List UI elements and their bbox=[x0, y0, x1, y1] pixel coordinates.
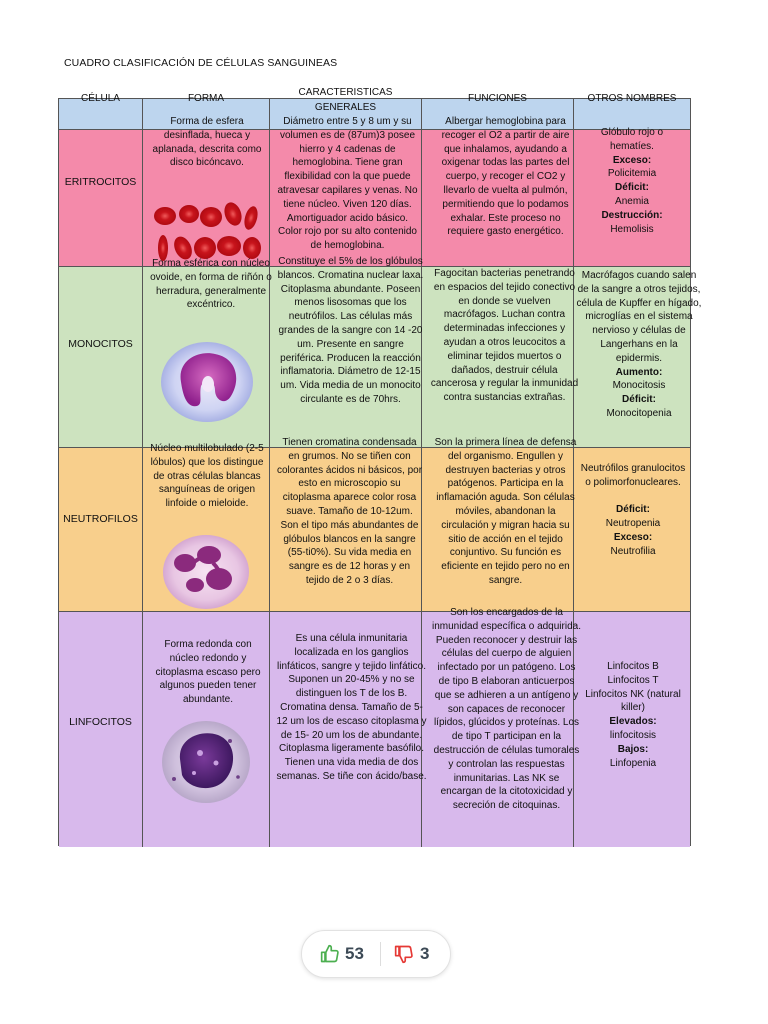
cell-funciones bbox=[422, 267, 579, 447]
otros-line-bold: Elevados: bbox=[609, 716, 657, 728]
otros-line: Glóbulo rojo o hematíes. bbox=[600, 127, 664, 152]
cell-name-text: MONOCITOS bbox=[68, 338, 133, 350]
otros-line-bold: Déficit: bbox=[615, 182, 649, 194]
otros-line: Anemia bbox=[615, 195, 649, 207]
otros-line: Macrófagos cuando salen de la sangre a otros tejidos, célula de Kupffer en hígado, microglías en el sistema nervioso y células de Langerhans en la epidermis. bbox=[576, 270, 702, 364]
forma-text: Forma redonda con núcleo redondo y citoplasma escaso pero algunos pueden tener abundante. bbox=[155, 639, 261, 706]
table-row-monocitos bbox=[59, 256, 702, 448]
otros-line-bold: Déficit: bbox=[616, 504, 650, 516]
funciones-text: Albergar hemoglobina para recoger el O2 a partir de aire que inhalamos, ayudando a oxigenar todas las partes del cuerpo, y recoger el CO2 y llevarlo de vuelta al pulmón, permitiendo que lo podamos exhalar. Este proceso no requiere gasto energético. bbox=[441, 116, 570, 238]
caracteristicas-text: Tienen cromatina condensada en grumos. No se tiñen con colorantes ácidos ni básicos, por esto en microscopio su citoplasma aparece color rosa suave. Tamaño de 10-12um. Son el tipo más abundantes de glóbulos blancos en la sangre (55-ti0%). Su vida media en sangre es de 12 horas y en tejido de 2 o 3 días. bbox=[276, 437, 423, 586]
otros-line: Linfopenia bbox=[609, 757, 657, 769]
otros-line: Linfocitos T bbox=[607, 674, 659, 686]
cell-otros bbox=[574, 127, 690, 266]
header-celula: CÉLULA bbox=[81, 93, 120, 104]
table-row-neutrofilos bbox=[59, 437, 690, 612]
cell-funciones bbox=[422, 437, 577, 611]
otros-line: Policitemia bbox=[607, 168, 657, 180]
otros-line-bold: Aumento: bbox=[615, 366, 663, 378]
otros-list bbox=[576, 269, 702, 421]
otros-line: Monocitosis bbox=[612, 380, 666, 392]
header-otros-nombres: OTROS NOMBRES bbox=[587, 93, 677, 104]
funciones-text: Son la primera línea de defensa del organismo. Engullen y destruyen bacterias y otros patógenos. Participa en la inflamación aguda. Son células móviles, abandonan la circulación y migran hacia su sitio de acción en el tejido conjuntivo. Su función es eficiente en tejido pero no en sangre. bbox=[434, 437, 577, 586]
otros-list bbox=[580, 126, 684, 236]
thumbs-up-icon bbox=[320, 944, 340, 964]
cell-funciones bbox=[422, 607, 581, 847]
cell-name-text: LINFOCITOS bbox=[69, 716, 132, 728]
caracteristicas-text: Es una célula inmunitaria localizada en los ganglios linfáticos, sangre y tejido linfático. Suponen un 20-45% y no se distinguen los T de los B. Cromatina densa. Tamaño de 5- 12 um los de escaso citoplasma y de 15- 20 um los de abundante. Citoplasma ligeramente basófilo. Tienen una vida media de dos semanas. Se tiñe con ácido/base. bbox=[276, 633, 427, 782]
header-caracteristicas: CARACTERISTICAS GENERALES bbox=[298, 87, 393, 113]
dislike-button[interactable] bbox=[381, 931, 450, 977]
neutrophil-image bbox=[161, 533, 251, 611]
lymphocyte-image bbox=[160, 719, 252, 805]
otros-line: linfocitosis bbox=[609, 729, 657, 741]
otros-spacer bbox=[580, 490, 686, 504]
caracteristicas-text: Constituye el 5% de los glóbulos blancos. Cromatina nuclear laxa. Citoplasma abundante. Poseen menos lisosomas que los neutrófilos. Las células más grandes de la sangre con 14 -20 um. Presente en sangre periférica. Producen la reacción inflamatoria. Diámetro de 12-15 um. Vida media de un monocito circulante es de 70hrs. bbox=[277, 256, 424, 405]
table-row-eritrocitos bbox=[59, 116, 690, 267]
forma-text: Forma de esfera desinflada, hueca y aplanada, descrita como disco bicóncavo. bbox=[152, 116, 262, 169]
funciones-text: Son los encargados de la inmunidad específica o adquirida. Pueden reconocer y destruir las células del cuerpo de alguien infectado por un patógeno. Los de tipo B elaboran anticuerpos que se adhieren a un antígeno y son capaces de reconocer lípidos, glúcidos y proteínas. Los de tipo T participan en la destrucción de células tumorales y controlan las respuestas inmunitarias. Las NK se encargan de la citotoxicidad y secreción de citoquinas. bbox=[432, 607, 581, 812]
header-cell bbox=[574, 93, 690, 129]
cell-otros bbox=[574, 612, 690, 847]
cell-name-text: ERITROCITOS bbox=[64, 176, 137, 188]
feedback-widget bbox=[301, 930, 451, 978]
erythrocytes-image bbox=[153, 202, 263, 264]
cell-forma bbox=[143, 612, 270, 847]
otros-list bbox=[578, 660, 688, 770]
cell-funciones bbox=[422, 116, 574, 266]
otros-line: Linfocitos NK (natural killer) bbox=[585, 688, 681, 714]
forma-text: Núcleo multilobulado (2-5 lóbulos) que los distingue de otras células blancas sanguíneas de origen linfoide o mieloide. bbox=[150, 443, 264, 510]
caracteristicas-text: Diámetro entre 5 y 8 um y su volumen es de (87um)3 posee hierro y 4 cadenas de hemoglobina. Tiene gran flexibilidad con la que puede atravesar capilares y venas. No tiene núcleo. Viven 120 días. Amortiguador acido básico. Color rojo por su alto contenido de hemoglobina. bbox=[277, 116, 418, 252]
monocyte-image bbox=[159, 340, 255, 424]
otros-line-bold: Déficit: bbox=[622, 394, 656, 406]
otros-list bbox=[580, 462, 686, 559]
header-cell bbox=[59, 93, 143, 129]
header-forma: FORMA bbox=[187, 93, 225, 104]
cell-forma bbox=[143, 443, 270, 611]
cell-otros bbox=[574, 448, 690, 611]
like-count: 53 bbox=[345, 944, 364, 963]
cell-forma bbox=[143, 258, 272, 447]
otros-line-bold: Bajos: bbox=[617, 743, 649, 755]
otros-line: Neutropenia bbox=[605, 518, 661, 530]
cells-table bbox=[58, 87, 702, 846]
otros-line: Neutrofilia bbox=[610, 545, 656, 557]
cell-name-text: NEUTROFILOS bbox=[63, 513, 138, 525]
otros-line-bold: Exceso: bbox=[612, 154, 652, 166]
cell-otros bbox=[574, 267, 702, 447]
thumbs-down-icon bbox=[394, 944, 414, 964]
header-funciones: FUNCIONES bbox=[468, 93, 527, 104]
otros-line: Neutrófilos granulocitos o polimorfonucleares. bbox=[580, 463, 686, 488]
cell-caracteristicas bbox=[270, 116, 422, 266]
cell-name bbox=[59, 448, 143, 611]
document-title: CUADRO CLASIFICACIÓN DE CÉLULAS SANGUINEAS bbox=[64, 57, 338, 69]
cell-name bbox=[59, 612, 143, 847]
otros-line: Linfocitos B bbox=[607, 661, 659, 672]
otros-line-bold: Destrucción: bbox=[601, 209, 663, 221]
otros-line: Monocitopenia bbox=[606, 407, 672, 419]
cell-name bbox=[59, 267, 143, 447]
otros-line: Hemolisis bbox=[610, 223, 654, 235]
table-row-linfocitos bbox=[59, 607, 690, 847]
cell-caracteristicas bbox=[270, 437, 423, 611]
otros-line-bold: Exceso: bbox=[613, 531, 653, 543]
like-button[interactable] bbox=[302, 931, 380, 977]
dislike-count: 3 bbox=[420, 944, 430, 963]
forma-text: Forma esférica con núcleo ovoide, en forma de riñón o herradura, generalmente excéntrico. bbox=[150, 258, 272, 311]
cell-caracteristicas bbox=[270, 612, 427, 847]
cell-name bbox=[59, 130, 143, 266]
cell-forma bbox=[143, 116, 270, 266]
funciones-text: Fagocitan bacterias penetrando en espacios del tejido conectivo en donde se vuelven macrófagos. Luchan contra determinadas infecciones y ayudan a otros leucocitos a eliminar tejidos muertos o dañados, destruir célula cancerosa y regular la inmunidad contra sustancias extrañas. bbox=[430, 268, 579, 404]
cell-caracteristicas bbox=[270, 256, 424, 447]
